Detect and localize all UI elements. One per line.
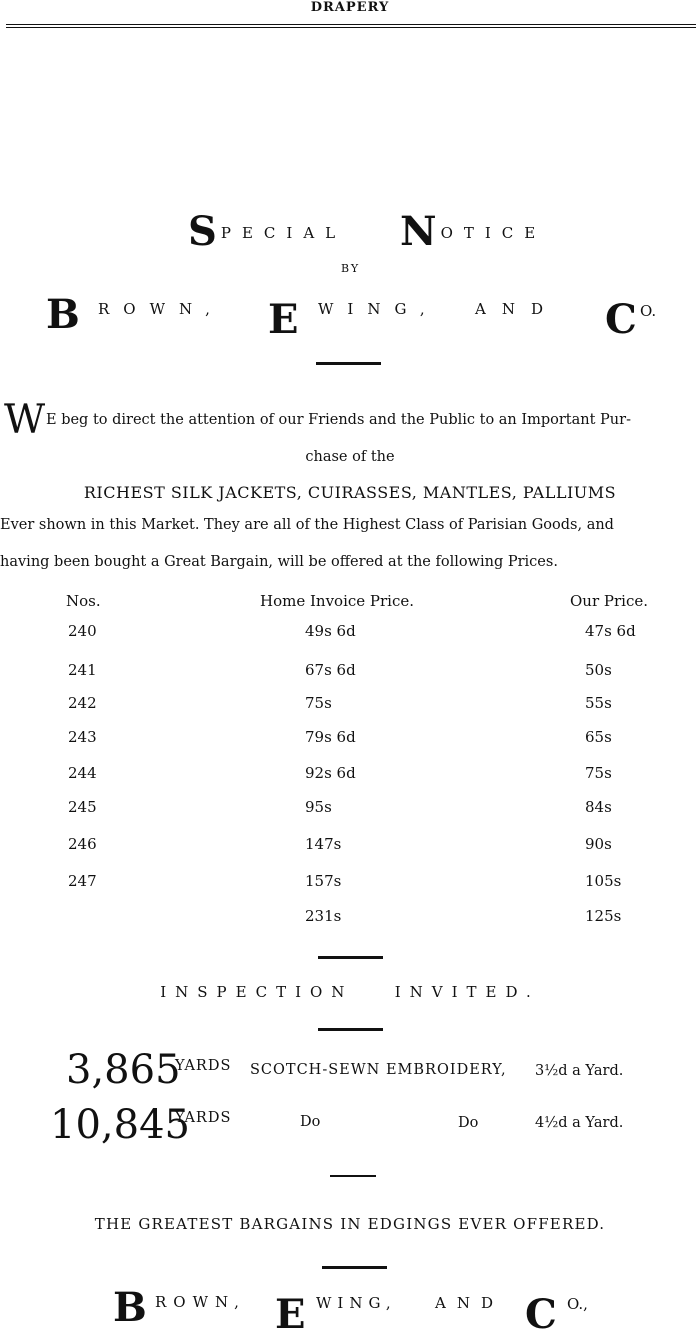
cell-no: 242	[68, 694, 97, 712]
cell-home: 49s 6d	[305, 622, 356, 640]
header-rule-2	[6, 27, 696, 28]
cell-home: 92s 6d	[305, 764, 356, 782]
cell-no: 240	[68, 622, 97, 640]
cell-no: 246	[68, 835, 97, 853]
divider-4	[330, 1175, 376, 1177]
title-cap-n: N	[400, 208, 437, 255]
bargains-line: THE GREATEST BARGAINS IN EDGINGS EVER OFFERED.	[94, 1215, 606, 1233]
title-rest-notice: OTICE	[440, 224, 547, 242]
cell-ours: 75s	[585, 764, 612, 782]
intro-line-1: E beg to direct the attention of our Friends and the Public to an Important Pur-	[46, 412, 631, 428]
title-cap-s: S	[188, 208, 217, 255]
firm-cap-e: E	[268, 296, 299, 343]
embroidery-price-1: 3½d a Yard.	[535, 1063, 624, 1079]
divider-3	[318, 1028, 383, 1031]
cell-ours: 84s	[585, 798, 612, 816]
cell-no: 241	[68, 661, 97, 679]
title-rest-special: PECIAL	[220, 224, 347, 242]
table-row	[0, 728, 700, 752]
cell-ours: 65s	[585, 728, 612, 746]
cell-home: 75s	[305, 694, 332, 712]
table-row	[0, 622, 700, 646]
footer-cap-c: C	[525, 1291, 557, 1338]
footer-and: AND	[435, 1294, 504, 1312]
embroidery-yards-2: YARDS	[175, 1110, 232, 1126]
col-header-home: Home Invoice Price.	[260, 592, 415, 610]
table-row	[0, 835, 700, 859]
cell-home: 231s	[305, 907, 342, 925]
footer-cap-e: E	[275, 1291, 306, 1338]
intro-headline: RICHEST SILK JACKETS, CUIRASSES, MANTLES, PALLIUMS	[83, 483, 617, 502]
divider-5	[322, 1266, 387, 1269]
inspection-invited: INSPECTION INVITED.	[160, 983, 540, 1001]
embroidery-qty-2: 10,845	[50, 1102, 190, 1148]
divider-1	[316, 362, 381, 365]
intro-dropcap: W	[4, 397, 46, 443]
table-row	[0, 694, 700, 718]
table-row	[0, 872, 700, 896]
divider-2	[318, 956, 383, 959]
embroidery-price-2: 4½d a Yard.	[535, 1115, 624, 1131]
embroidery-yards-1: YARDS	[175, 1058, 232, 1074]
footer-rest-ewing: WING,	[316, 1294, 397, 1312]
footer-rest-co: O.,	[567, 1295, 588, 1313]
col-header-ours: Our Price.	[570, 592, 649, 610]
cell-no: 243	[68, 728, 97, 746]
cell-ours: 50s	[585, 661, 612, 679]
intro-line-4: having been bought a Great Bargain, will be offered at the following Prices.	[0, 554, 558, 570]
embroidery-do-2: Do	[458, 1115, 479, 1131]
firm-rest-brown: ROWN,	[98, 300, 224, 318]
table-row	[0, 764, 700, 788]
cell-ours: 125s	[585, 907, 622, 925]
footer-rest-brown: ROWN,	[155, 1293, 246, 1311]
embroidery-desc-1: SCOTCH-SEWN EMBROIDERY,	[250, 1062, 507, 1078]
cell-no: 247	[68, 872, 97, 890]
intro-line-2: chase of the	[305, 449, 395, 465]
cell-home: 79s 6d	[305, 728, 356, 746]
cell-ours: 55s	[585, 694, 612, 712]
cell-ours: 47s 6d	[585, 622, 636, 640]
firm-cap-c: C	[605, 296, 637, 343]
firm-and: AND	[475, 300, 559, 318]
table-row	[0, 798, 700, 822]
section-header: DRAPERY	[310, 0, 390, 15]
cell-no: 245	[68, 798, 97, 816]
title-word-special	[188, 208, 347, 255]
embroidery-qty-1: 3,865	[66, 1047, 181, 1093]
footer-cap-b: B	[113, 1284, 147, 1331]
price-table	[0, 592, 700, 937]
cell-ours: 105s	[585, 872, 622, 890]
table-row	[0, 661, 700, 685]
embroidery-do-1: Do	[300, 1114, 321, 1130]
cell-home: 67s 6d	[305, 661, 356, 679]
col-header-nos: Nos.	[66, 592, 101, 610]
firm-cap-b: B	[46, 291, 80, 338]
cell-home: 147s	[305, 835, 342, 853]
firm-rest-co: O.	[640, 302, 657, 320]
cell-no: 244	[68, 764, 97, 782]
table-row	[0, 907, 700, 931]
cell-home: 95s	[305, 798, 332, 816]
title-by: BY	[341, 262, 361, 275]
cell-home: 157s	[305, 872, 342, 890]
title-word-notice	[400, 208, 547, 255]
header-rule	[6, 24, 696, 25]
intro-line-3: Ever shown in this Market. They are all of the Highest Class of Parisian Goods, and	[0, 517, 614, 533]
cell-ours: 90s	[585, 835, 612, 853]
firm-rest-ewing: WING,	[318, 300, 439, 318]
